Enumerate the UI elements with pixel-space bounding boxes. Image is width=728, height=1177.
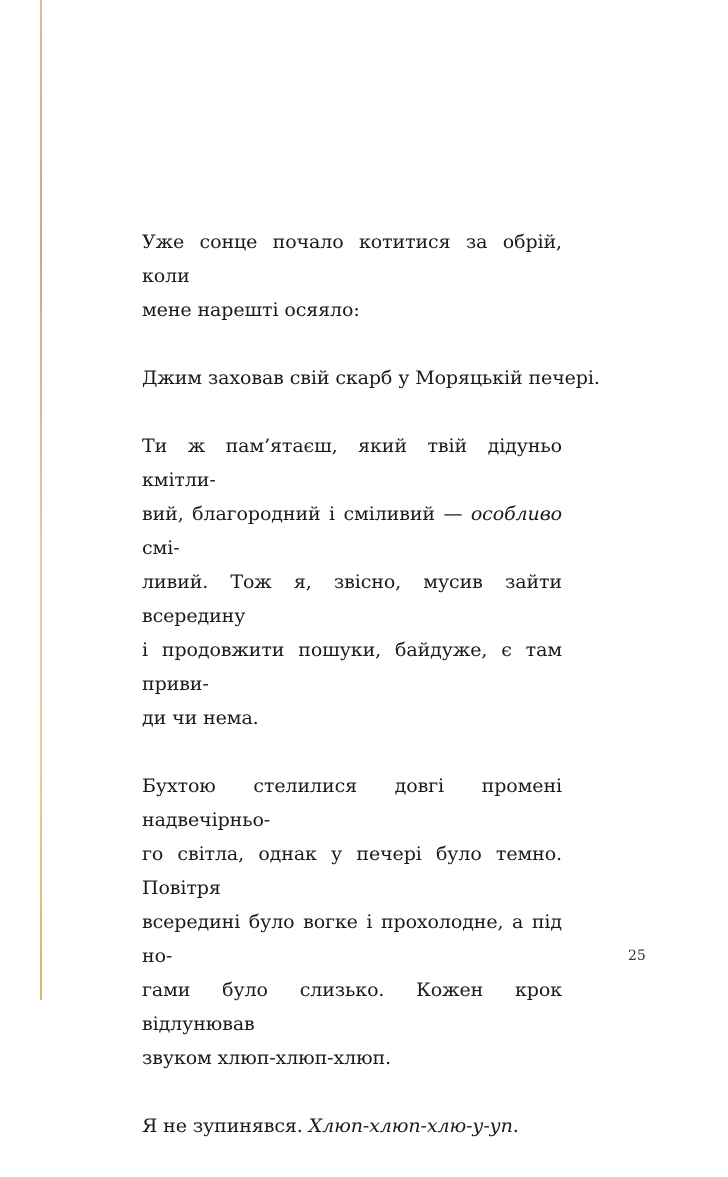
- text-line: [142, 1109, 562, 1143]
- text-line: го світла, однак у печері було темно. Повітря: [142, 843, 562, 899]
- paragraph-1: [142, 225, 562, 327]
- paragraph-2: [142, 361, 600, 395]
- text-line: звуком хлюп-хлюп-хлюп.: [142, 1047, 392, 1069]
- text-line: мене нарешті осяяло:: [142, 299, 360, 321]
- page-spine-edge: [40, 0, 42, 1000]
- text-line: ди чи нема.: [142, 707, 259, 729]
- text-fragment: вий, благородний і сміливий —: [142, 503, 471, 525]
- text-line: всередині було вогке і прохолодне, а під но-: [142, 911, 562, 967]
- italic-emphasis: Хлюп-хлюп-хлю-у-уп.: [308, 1115, 519, 1137]
- text-line: Джим заховав свій скарб у Моряцькій печері.: [142, 367, 600, 389]
- text-line: [142, 497, 562, 565]
- text-line: Уже сонце почало котитися за обрій, коли: [142, 231, 562, 287]
- body-text: [142, 225, 600, 1177]
- italic-emphasis: особливо: [470, 503, 562, 525]
- text-line: ливий. Тож я, звісно, мусив зайти всередину: [142, 571, 562, 627]
- text-line: Ти ж пам’ятаєш, який твій дідуньо кмітли-: [142, 435, 562, 491]
- text-line: і продовжити пошуки, байдуже, є там приви-: [142, 639, 562, 695]
- paragraph-5: [142, 1109, 562, 1143]
- page-number: 25: [628, 948, 646, 964]
- paragraph-3: [142, 429, 562, 735]
- text-line: гами було слизько. Кожен крок відлунював: [142, 979, 562, 1035]
- text-line: Бухтою стелилися довгі промені надвечірньо-: [142, 775, 562, 831]
- text-fragment: Я не зупинявся.: [142, 1115, 309, 1137]
- text-fragment: смі-: [142, 537, 180, 559]
- paragraph-4: [142, 769, 562, 1075]
